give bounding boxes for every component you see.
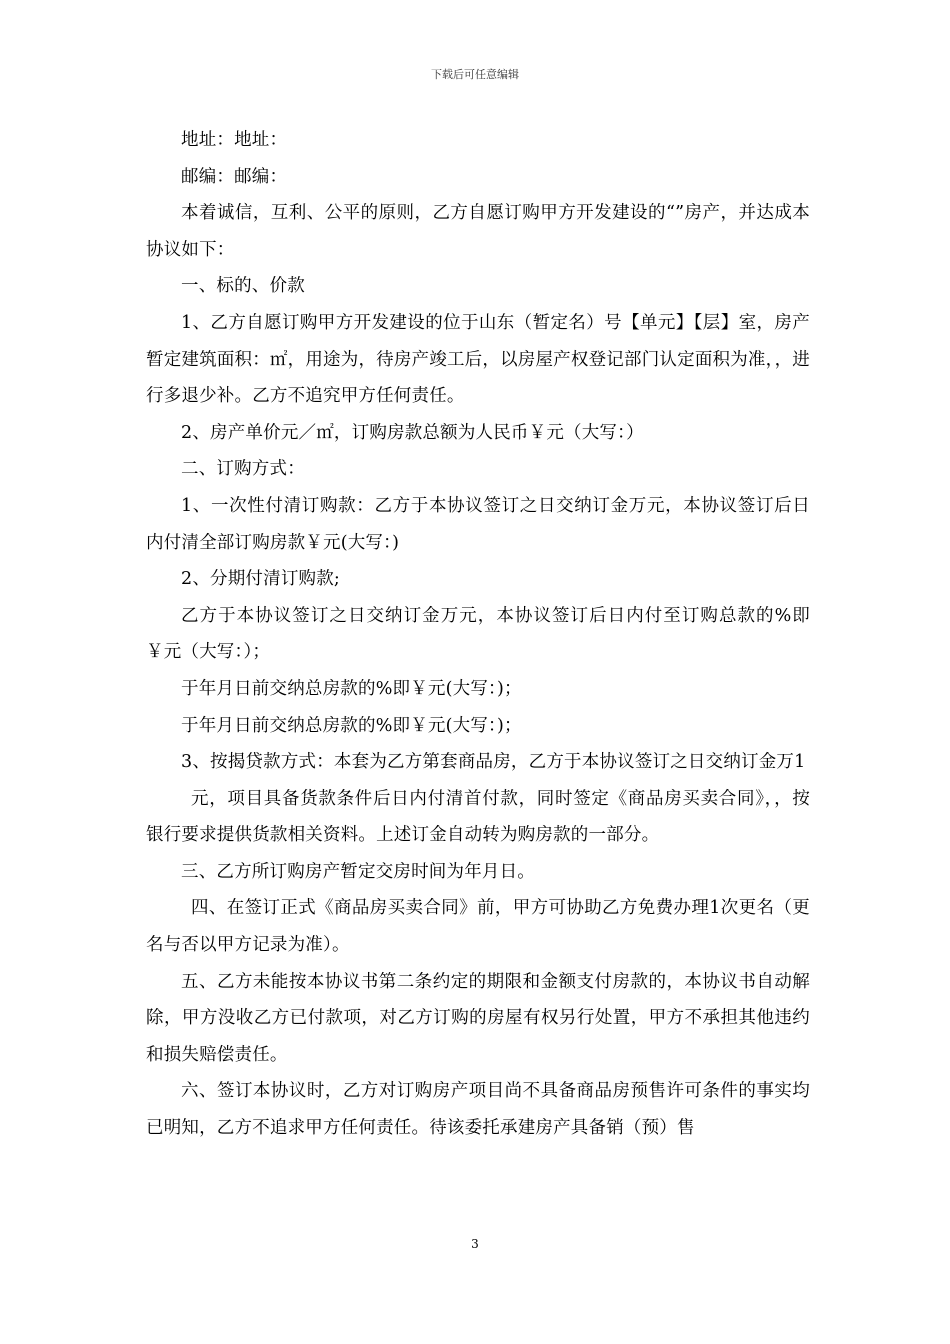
clause-2-1: 1、一次性付清订购款：乙方于本协议签订之日交纳订金万元，本协议签订后日内付清全部订购房款￥元(大写：) [146,495,810,553]
address-line: 地址：地址： [181,130,288,150]
clause-2-3: 3、按揭贷款方式：本套为乙方第套商品房，乙方于本协议签订之日交纳订金万1 [181,752,806,773]
installment-paragraph: 乙方于本协议签订之日交纳订金万元，本协议签订后日内付至订购总款的%即￥元（大写：）； [146,605,810,663]
section-6: 六、签订本协议时，乙方对订购房产项目尚不具备商品房预售许可条件的事实均已明知，乙方不追求甲方任何责任。待该委托承建房产具备销（预）售 [146,1081,810,1139]
installment-line-1: 于年月日前交纳总房款的%即￥元(大写：)； [181,678,522,699]
clause-2-2: 2、分期付清订购款; [181,569,341,590]
page-number: 3 [471,1237,479,1251]
clause-1-1: 1、乙方自愿订购甲方开发建设的位于山东（暂定名）号【单元】【层】室，房产暂定建筑面积：㎡，用途为，待房产竣工后，以房屋产权登记部门认定面积为准，，进行多退少补。乙方不追究甲方任何责任。 [146,312,810,407]
section-5: 五、乙方未能按本协议书第二条约定的期限和金额支付房款的，本协议书自动解除，甲方没收乙方已付款项，对乙方订购的房屋有权另行处置，甲方不承担其他违约和损失赔偿责任。 [146,971,810,1065]
page-header: 下载后可任意编辑 [431,68,519,81]
section-4: 四、在签订正式《商品房买卖合同》前，甲方可协助乙方免费办理1次更名（更名与否以甲方记录为准）。 [146,898,810,956]
clause-2-3-continued: 元，项目具备货款条件后日内付清首付款，同时签定《商品房买卖合同》，，按银行要求提供货款相关资料。上述订金自动转为购房款的一部分。 [146,788,810,846]
installment-line-2: 于年月日前交纳总房款的%即￥元(大写：)； [181,715,522,736]
section-3: 三、乙方所订购房产暂定交房时间为年月日。 [181,861,535,882]
document-body [146,122,810,1147]
preamble-paragraph: 本着诚信，互利、公平的原则，乙方自愿订购甲方开发建设的“”房产，并达成本协议如下： [146,203,810,260]
section-heading-1: 一、标的、价款 [181,276,305,297]
section-heading-2: 二、订购方式： [181,459,305,480]
clause-1-2: 2、房产单价元／㎡，订购房款总额为人民币￥元（大写：） [181,422,644,443]
postcode-line: 邮编：邮编： [181,166,288,187]
